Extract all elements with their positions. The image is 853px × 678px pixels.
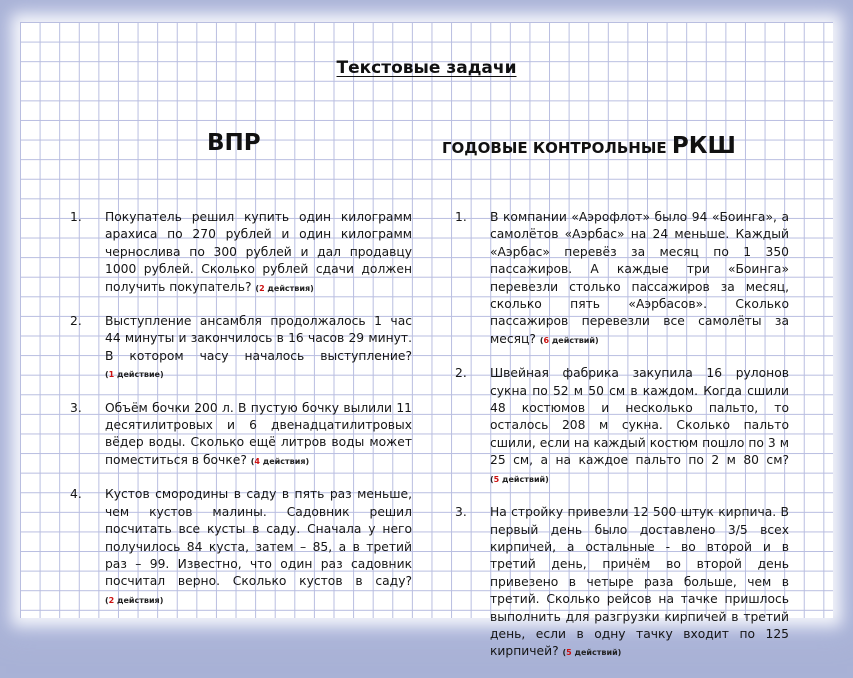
task-action-count: (4 действия): [250, 456, 310, 466]
task-action-count: (2 действия): [255, 283, 314, 293]
task-action-count: (5 действий): [562, 648, 622, 658]
task-item: [455, 365, 789, 488]
task-item: [70, 313, 412, 384]
task-text: Кустов смородины в саду в пять раз меньше, чем кустов малины. Садовник решил посчитать все кусты в саду. Сначала у него получилось 84 куста, затем – 85, а в третий раз – 99. Известно, что один раз садовник посчитал верно. Сколько кустов в саду?: [105, 487, 412, 589]
task-number: 2.: [455, 366, 467, 381]
task-action-count: (2 действия): [105, 595, 164, 605]
task-text: Объём бочки 200 л. В пустую бочку вылили 11 десятилитровых и 6 двенадцатилитровых вёдер воды. Сколько ещё литров воды может поместиться в бочке?: [105, 400, 412, 467]
task-action-count: (1 действие): [105, 370, 164, 380]
left-column-heading: ВПР: [207, 130, 261, 156]
task-item: [455, 209, 789, 349]
task-item: [70, 209, 412, 297]
task-text: Покупатель решил купить один килограмм арахиса по 270 рублей и один килограмм чернослива по 300 рублей и дал продавцу 1000 рублей. Сколько рублей сдачи должен получить покупатель?: [105, 210, 412, 294]
task-text: На стройку привезли 12 500 штук кирпича. В первый день было доставлено 3/5 всех кирпичей, а остальные - во второй и в третий день, причём во второй день привезено в четыре раза больше, чем в третий. Сколько рейсов на тачке пришлось выполнить для разгрузки кирпичей в третий день, если в одну тачку входит по 125 кирпичей?: [490, 505, 789, 659]
task-text: Выступление ансамбля продолжалось 1 час 44 минуты и закончилось в 16 часов 29 минут. В котором часу началось выступление?: [105, 314, 412, 363]
task-text: Швейная фабрика закупила 16 рулонов сукна по 52 м 50 см в каждом. Когда сшили 48 костюмов и несколько пальто, то осталось 208 м сукна. Сколько пальто сшили, если на каждый костюм пошло по 3 м 25 см, а на каждое пальто по 2 м 80 см?: [490, 366, 789, 468]
right-column-heading: [442, 133, 736, 159]
task-number: 1.: [70, 210, 82, 224]
task-number: 1.: [455, 210, 467, 224]
task-number: 4.: [70, 487, 82, 502]
right-heading-prefix: ГОДОВЫЕ КОНТРОЛЬНЫЕ: [442, 139, 672, 157]
task-action-count: (6 действий): [539, 335, 599, 345]
task-item: [70, 486, 412, 609]
task-item: [455, 504, 789, 662]
task-number: 3.: [70, 400, 82, 415]
task-item: [70, 400, 412, 471]
page-title: Текстовые задачи: [336, 58, 517, 78]
right-heading-abbr: РКШ: [671, 133, 736, 159]
task-number: 3.: [455, 505, 467, 520]
task-number: 2.: [70, 314, 82, 329]
right-task-list: [455, 209, 789, 678]
left-task-list: [70, 209, 412, 625]
task-action-count: (5 действий): [490, 474, 549, 484]
task-text: В компании «Аэрофлот» было 94 «Боинга», а самолётов «Аэрбас» на 24 меньше. Каждый «Аэрбас» перевёз за месяц по 1 350 пассажиров. А каждые три «Боинга» перевезли столько пассажиров за месяц, сколько пять «Аэрбасов». Сколько пассажиров перевезли все самолёты за месяц?: [490, 210, 789, 346]
